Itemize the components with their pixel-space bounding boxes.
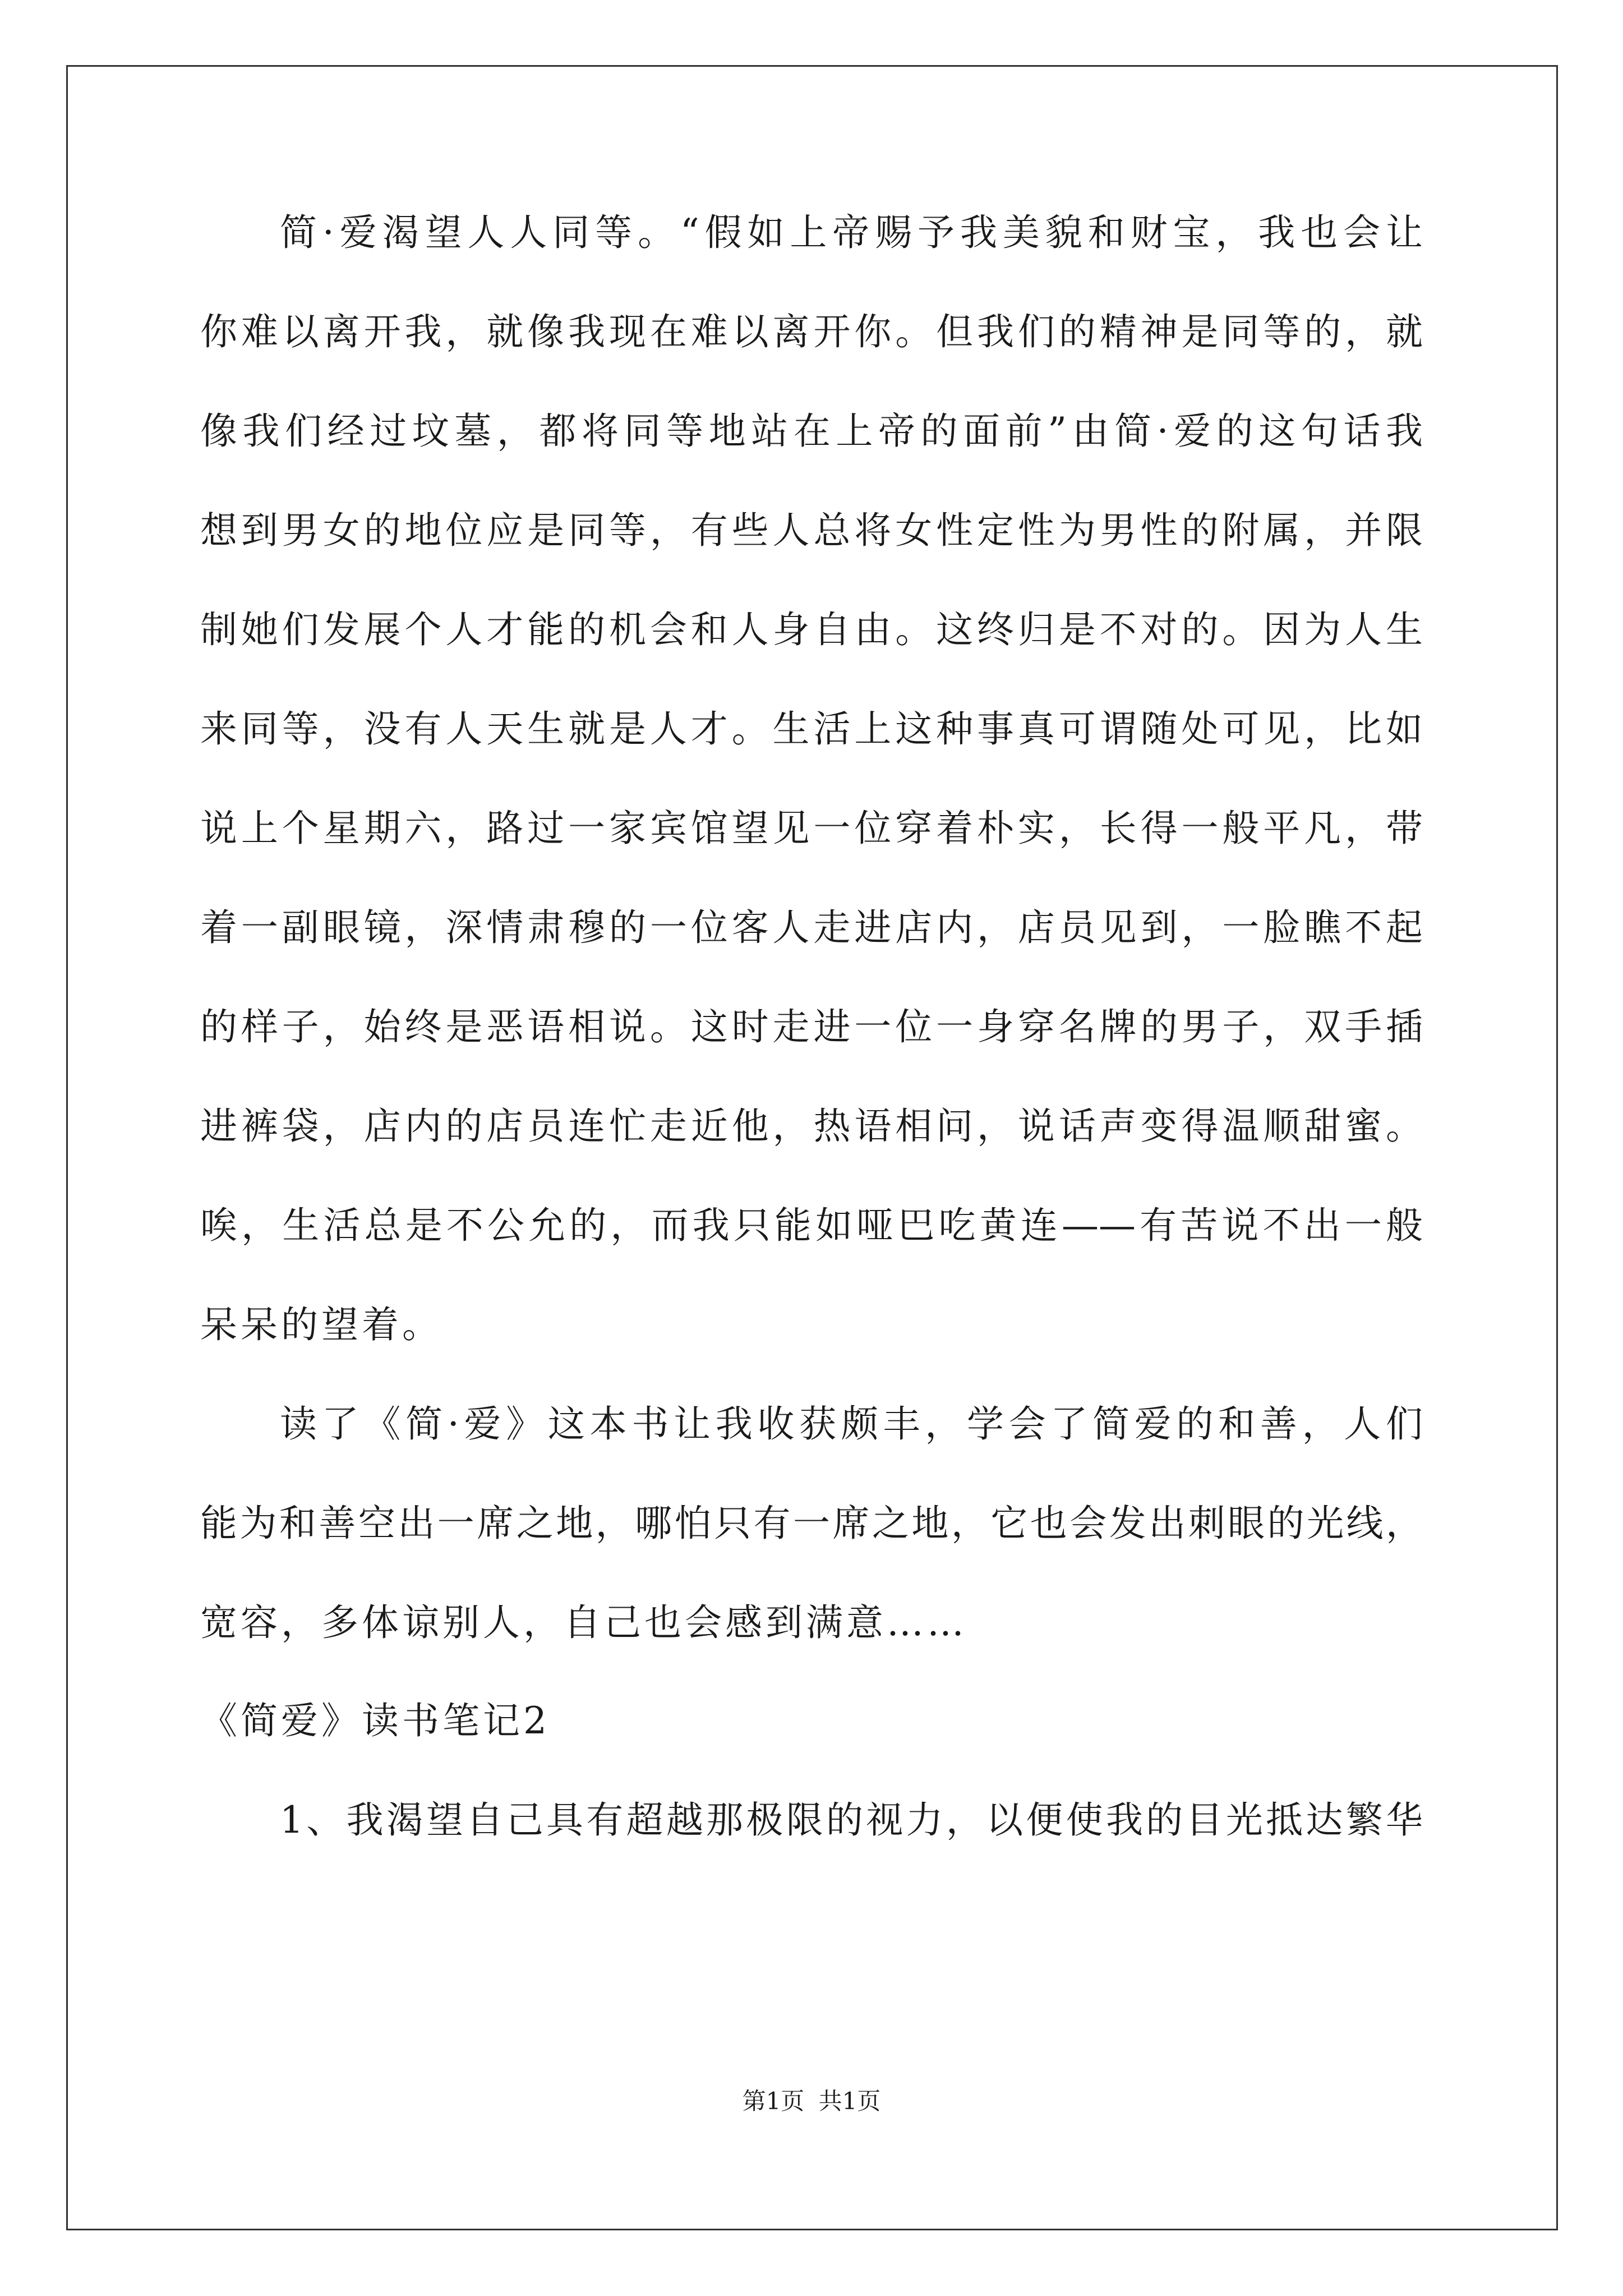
paragraph-1-line-9: 的样子，始终是恶语相说。这时走进一位一身穿名牌的男子，双手插 <box>200 1005 1423 1048</box>
page-total: 共1页 <box>818 2087 881 2115</box>
paragraph-1-line-5: 制她们发展个人才能的机会和人身自由。这终归是不对的。因为人生 <box>200 608 1423 651</box>
paragraph-2-line-2: 能为和善空出一席之地，哪怕只有一席之地，它也会发出刺眼的光线， <box>200 1502 1423 1545</box>
paragraph-1-line-11: 唉，生活总是不公允的，而我只能如哑巴吃黄连——有苦说不出一般 <box>200 1204 1423 1247</box>
paragraph-1-line-2: 你难以离开我，就像我现在难以离开你。但我们的精神是同等的，就 <box>200 310 1423 353</box>
paragraph-1-line-12: 呆呆的望着。 <box>200 1303 442 1346</box>
paragraph-1-line-6: 来同等，没有人天生就是人才。生活上这种事真可谓随处可见，比如 <box>200 707 1423 751</box>
paragraph-1-line-1: 简·爱渴望人人同等。“假如上帝赐予我美貌和财宝，我也会让 <box>280 211 1423 254</box>
page-number: 第1页 <box>742 2087 805 2115</box>
paragraph-2-line-3: 宽容，多体谅别人，自己也会感到满意…… <box>200 1601 967 1644</box>
paragraph-3-line-1: 1、我渴望自己具有超越那极限的视力，以便使我的目光抵达繁华 <box>280 1798 1423 1842</box>
paragraph-1-line-7: 说上个星期六，路过一家宾馆望见一位穿着朴实，长得一般平凡，带 <box>200 807 1423 850</box>
paragraph-1-line-3: 像我们经过坟墓，都将同等地站在上帝的面前”由简·爱的这句话我 <box>200 409 1423 453</box>
paragraph-1-line-4: 想到男女的地位应是同等，有些人总将女性定性为男性的附属，并限 <box>200 509 1423 552</box>
paragraph-1-line-8: 着一副眼镜，深情肃穆的一位客人走进店内，店员见到，一脸瞧不起 <box>200 906 1423 949</box>
page-footer <box>0 2085 1623 2118</box>
paragraph-1-line-10: 进裤袋，店内的店员连忙走近他，热语相问，说话声变得温顺甜蜜。 <box>200 1105 1423 1148</box>
paragraph-2-line-1: 读了《简·爱》这本书让我收获颇丰，学会了简爱的和善，人们 <box>280 1402 1423 1446</box>
section-heading: 《简爱》读书笔记2 <box>200 1699 550 1742</box>
